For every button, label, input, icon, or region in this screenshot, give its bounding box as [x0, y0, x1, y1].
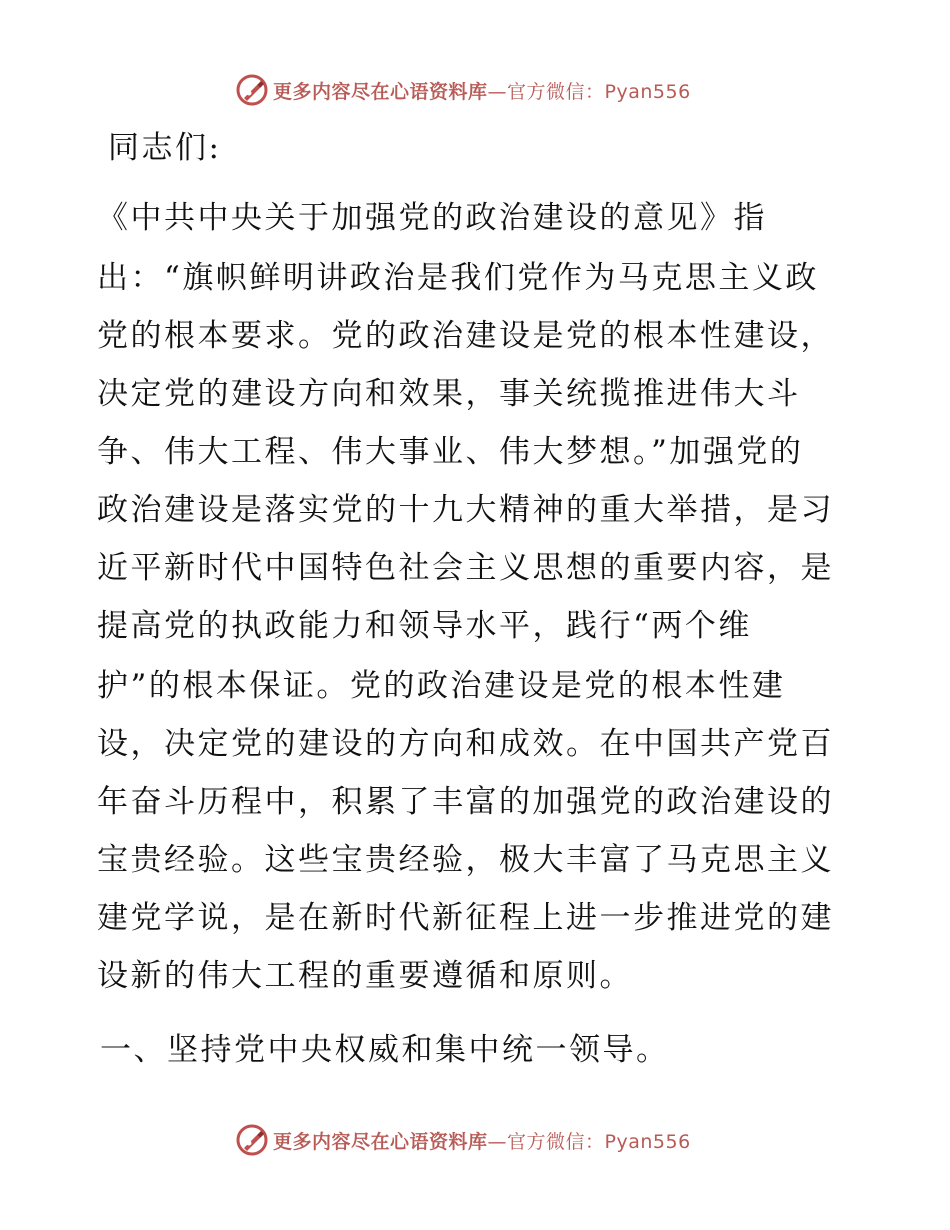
watermark-footer: [235, 1122, 755, 1158]
salutation: 同志们:: [108, 130, 222, 166]
body-line: 年奋斗历程中，积累了丰富的加强党的政治建设的: [97, 784, 834, 820]
watermark-dash: —: [487, 80, 508, 103]
watermark-text: [273, 77, 691, 104]
section-heading: 一、坚持党中央权威和集中统一领导。: [100, 1032, 670, 1068]
body-line: 出：“旗帜鲜明讲政治是我们党作为马克思主义政: [97, 260, 819, 296]
body-line: 决定党的建设方向和效果，事关统揽推进伟大斗: [97, 376, 801, 412]
watermark-account: 官方微信：Pyan556: [507, 1130, 691, 1153]
body-line: 争、伟大工程、伟大事业、伟大梦想。”加强党的: [97, 434, 804, 470]
body-line: 护”的根本保证。党的政治建设是党的根本性建: [97, 668, 786, 704]
watermark-main: 更多内容尽在心语资料库: [273, 1130, 488, 1153]
body-line: 宝贵经验。这些宝贵经验，极大丰富了马克思主义: [97, 842, 834, 878]
body-line: 设新的伟大工程的重要遵循和原则。: [97, 958, 633, 994]
watermark-text: [273, 1127, 691, 1154]
watermark-account: 官方微信：Pyan556: [507, 80, 691, 103]
pen-logo-icon: [235, 1123, 269, 1157]
watermark-dash: —: [487, 1130, 508, 1153]
body-line: 《中共中央关于加强党的政治建设的意见》指: [97, 200, 767, 236]
body-line: 政治建设是落实党的十九大精神的重大举措，是习: [97, 492, 834, 528]
body-line: 党的根本要求。党的政治建设是党的根本性建设，: [97, 318, 834, 354]
watermark-main: 更多内容尽在心语资料库: [273, 80, 488, 103]
body-line: 近平新时代中国特色社会主义思想的重要内容，是: [97, 550, 834, 586]
body-line: 建党学说，是在新时代新征程上进一步推进党的建: [97, 900, 834, 936]
watermark-header: [235, 72, 755, 108]
pen-logo-icon: [235, 73, 269, 107]
body-line: 设，决定党的建设的方向和成效。在中国共产党百: [97, 726, 834, 762]
body-line: 提高党的执政能力和领导水平，践行“两个维: [97, 608, 752, 644]
